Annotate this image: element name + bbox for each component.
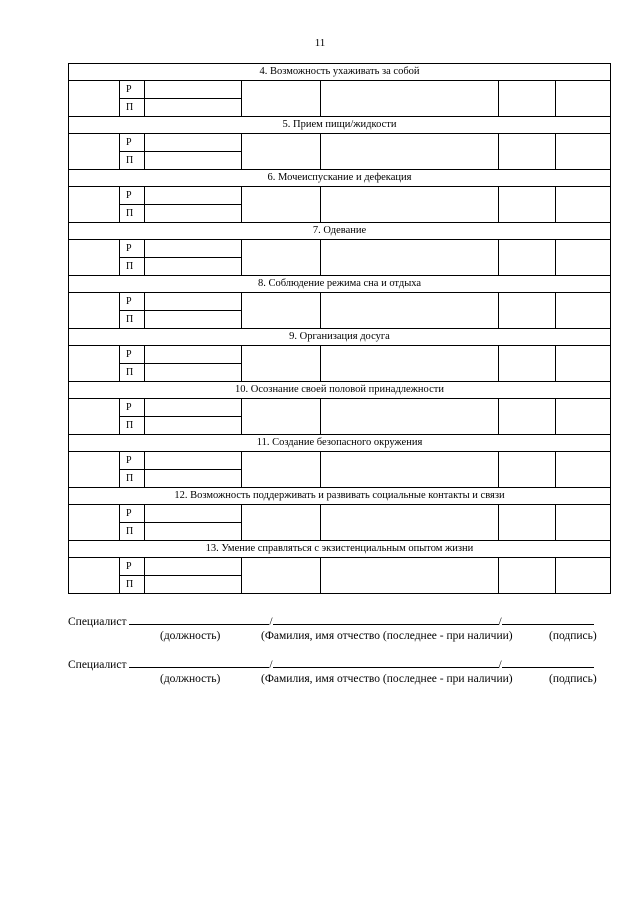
row-label-r: Р [120, 452, 145, 470]
entry-cell[interactable] [556, 505, 611, 541]
entry-cell[interactable] [242, 558, 321, 594]
separator: / [269, 616, 273, 628]
row-label-r: Р [120, 81, 145, 99]
entry-cell[interactable] [556, 346, 611, 382]
entry-cell[interactable] [556, 81, 611, 117]
entry-cell-r[interactable] [145, 240, 242, 258]
entry-cell[interactable] [499, 399, 556, 435]
entry-cell[interactable] [499, 452, 556, 488]
section-title: 9. Организация досуга [69, 329, 611, 346]
table-row [69, 81, 611, 99]
blank-cell[interactable] [69, 187, 120, 223]
signature-field[interactable] [502, 614, 594, 625]
entry-cell[interactable] [321, 505, 499, 541]
entry-cell[interactable] [556, 240, 611, 276]
signature-caption: (подпись) [549, 630, 597, 642]
row-label-p: П [120, 576, 145, 594]
table-row [69, 134, 611, 152]
entry-cell[interactable] [242, 293, 321, 329]
entry-cell-p[interactable] [145, 417, 242, 435]
entry-cell-p[interactable] [145, 470, 242, 488]
row-label-r: Р [120, 558, 145, 576]
entry-cell[interactable] [321, 134, 499, 170]
entry-cell-p[interactable] [145, 152, 242, 170]
entry-cell[interactable] [242, 240, 321, 276]
entry-cell-p[interactable] [145, 523, 242, 541]
separator: / [269, 659, 273, 671]
entry-cell[interactable] [321, 240, 499, 276]
specialist-label: Специалист [68, 659, 127, 671]
section-header-row [69, 64, 611, 81]
entry-cell-p[interactable] [145, 258, 242, 276]
section-title: 8. Соблюдение режима сна и отдыха [69, 276, 611, 293]
row-label-p: П [120, 311, 145, 329]
entry-cell[interactable] [499, 134, 556, 170]
entry-cell[interactable] [556, 452, 611, 488]
row-label-r: Р [120, 346, 145, 364]
table-row [69, 558, 611, 576]
entry-cell-p[interactable] [145, 99, 242, 117]
entry-cell[interactable] [321, 346, 499, 382]
assessment-table [68, 63, 611, 594]
specialist-signature-block-1 [68, 614, 613, 643]
entry-cell[interactable] [242, 399, 321, 435]
section-header-row [69, 117, 611, 134]
entry-cell-r[interactable] [145, 346, 242, 364]
section-title: 11. Создание безопасного окружения [69, 435, 611, 452]
entry-cell-p[interactable] [145, 576, 242, 594]
signature-caption: (подпись) [549, 673, 597, 685]
row-label-p: П [120, 152, 145, 170]
position-caption: (должность) [160, 673, 221, 685]
name-field[interactable] [273, 614, 499, 625]
section-title: 7. Одевание [69, 223, 611, 240]
table-row [69, 293, 611, 311]
entry-cell[interactable] [321, 452, 499, 488]
entry-cell[interactable] [499, 187, 556, 223]
row-label-r: Р [120, 134, 145, 152]
section-header-row [69, 276, 611, 293]
signature-field[interactable] [502, 657, 594, 668]
entry-cell[interactable] [499, 81, 556, 117]
blank-cell[interactable] [69, 134, 120, 170]
section-title: 10. Осознание своей половой принадлежности [69, 382, 611, 399]
entry-cell-r[interactable] [145, 293, 242, 311]
blank-cell[interactable] [69, 505, 120, 541]
entry-cell[interactable] [499, 505, 556, 541]
entry-cell-r[interactable] [145, 134, 242, 152]
position-field[interactable] [129, 657, 269, 668]
blank-cell[interactable] [69, 293, 120, 329]
entry-cell[interactable] [556, 187, 611, 223]
position-caption: (должность) [160, 630, 221, 642]
name-field[interactable] [273, 657, 499, 668]
entry-cell[interactable] [242, 346, 321, 382]
section-header-row [69, 541, 611, 558]
entry-cell[interactable] [242, 81, 321, 117]
blank-cell[interactable] [69, 240, 120, 276]
entry-cell[interactable] [242, 134, 321, 170]
entry-cell[interactable] [499, 346, 556, 382]
entry-cell[interactable] [499, 240, 556, 276]
row-label-p: П [120, 364, 145, 382]
row-label-r: Р [120, 240, 145, 258]
section-header-row [69, 329, 611, 346]
entry-cell[interactable] [556, 558, 611, 594]
section-header-row [69, 223, 611, 240]
entry-cell[interactable] [321, 187, 499, 223]
entry-cell[interactable] [321, 399, 499, 435]
entry-cell[interactable] [321, 293, 499, 329]
section-title: 4. Возможность ухаживать за собой [69, 64, 611, 81]
entry-cell-p[interactable] [145, 205, 242, 223]
section-header-row [69, 488, 611, 505]
section-title: 12. Возможность поддерживать и развивать социальные контакты и связи [69, 488, 611, 505]
entry-cell-r[interactable] [145, 399, 242, 417]
entry-cell[interactable] [556, 293, 611, 329]
section-header-row [69, 435, 611, 452]
entry-cell[interactable] [321, 81, 499, 117]
table-row [69, 240, 611, 258]
table-row [69, 505, 611, 523]
page-number: 11 [314, 37, 326, 49]
row-label-p: П [120, 99, 145, 117]
entry-cell[interactable] [556, 134, 611, 170]
entry-cell-r[interactable] [145, 81, 242, 99]
row-label-p: П [120, 417, 145, 435]
blank-cell[interactable] [69, 399, 120, 435]
name-caption: (Фамилия, имя отчество (последнее - при наличии) [261, 630, 513, 642]
entry-cell[interactable] [556, 399, 611, 435]
blank-cell[interactable] [69, 558, 120, 594]
entry-cell-r[interactable] [145, 558, 242, 576]
row-label-p: П [120, 258, 145, 276]
row-label-r: Р [120, 505, 145, 523]
entry-cell[interactable] [242, 452, 321, 488]
row-label-p: П [120, 523, 145, 541]
row-label-r: Р [120, 187, 145, 205]
name-caption: (Фамилия, имя отчество (последнее - при наличии) [261, 673, 513, 685]
section-header-row [69, 382, 611, 399]
row-label-p: П [120, 470, 145, 488]
entry-cell[interactable] [242, 505, 321, 541]
entry-cell[interactable] [321, 558, 499, 594]
specialist-signature-block-2 [68, 657, 613, 686]
entry-cell[interactable] [499, 293, 556, 329]
entry-cell-r[interactable] [145, 187, 242, 205]
separator: / [498, 616, 502, 628]
separator: / [498, 659, 502, 671]
section-title: 5. Прием пищи/жидкости [69, 117, 611, 134]
entry-cell-r[interactable] [145, 505, 242, 523]
entry-cell-p[interactable] [145, 311, 242, 329]
entry-cell-r[interactable] [145, 452, 242, 470]
section-title: 13. Умение справляться с экзистенциальным опытом жизни [69, 541, 611, 558]
table-row [69, 452, 611, 470]
row-label-p: П [120, 205, 145, 223]
section-header-row [69, 170, 611, 187]
table-row [69, 346, 611, 364]
position-field[interactable] [129, 614, 269, 625]
table-row [69, 187, 611, 205]
blank-cell[interactable] [69, 452, 120, 488]
row-label-r: Р [120, 293, 145, 311]
blank-cell[interactable] [69, 81, 120, 117]
row-label-r: Р [120, 399, 145, 417]
specialist-label: Специалист [68, 616, 127, 628]
entry-cell[interactable] [499, 558, 556, 594]
entry-cell-p[interactable] [145, 364, 242, 382]
table-row [69, 399, 611, 417]
blank-cell[interactable] [69, 346, 120, 382]
section-title: 6. Мочеиспускание и дефекация [69, 170, 611, 187]
entry-cell[interactable] [242, 187, 321, 223]
